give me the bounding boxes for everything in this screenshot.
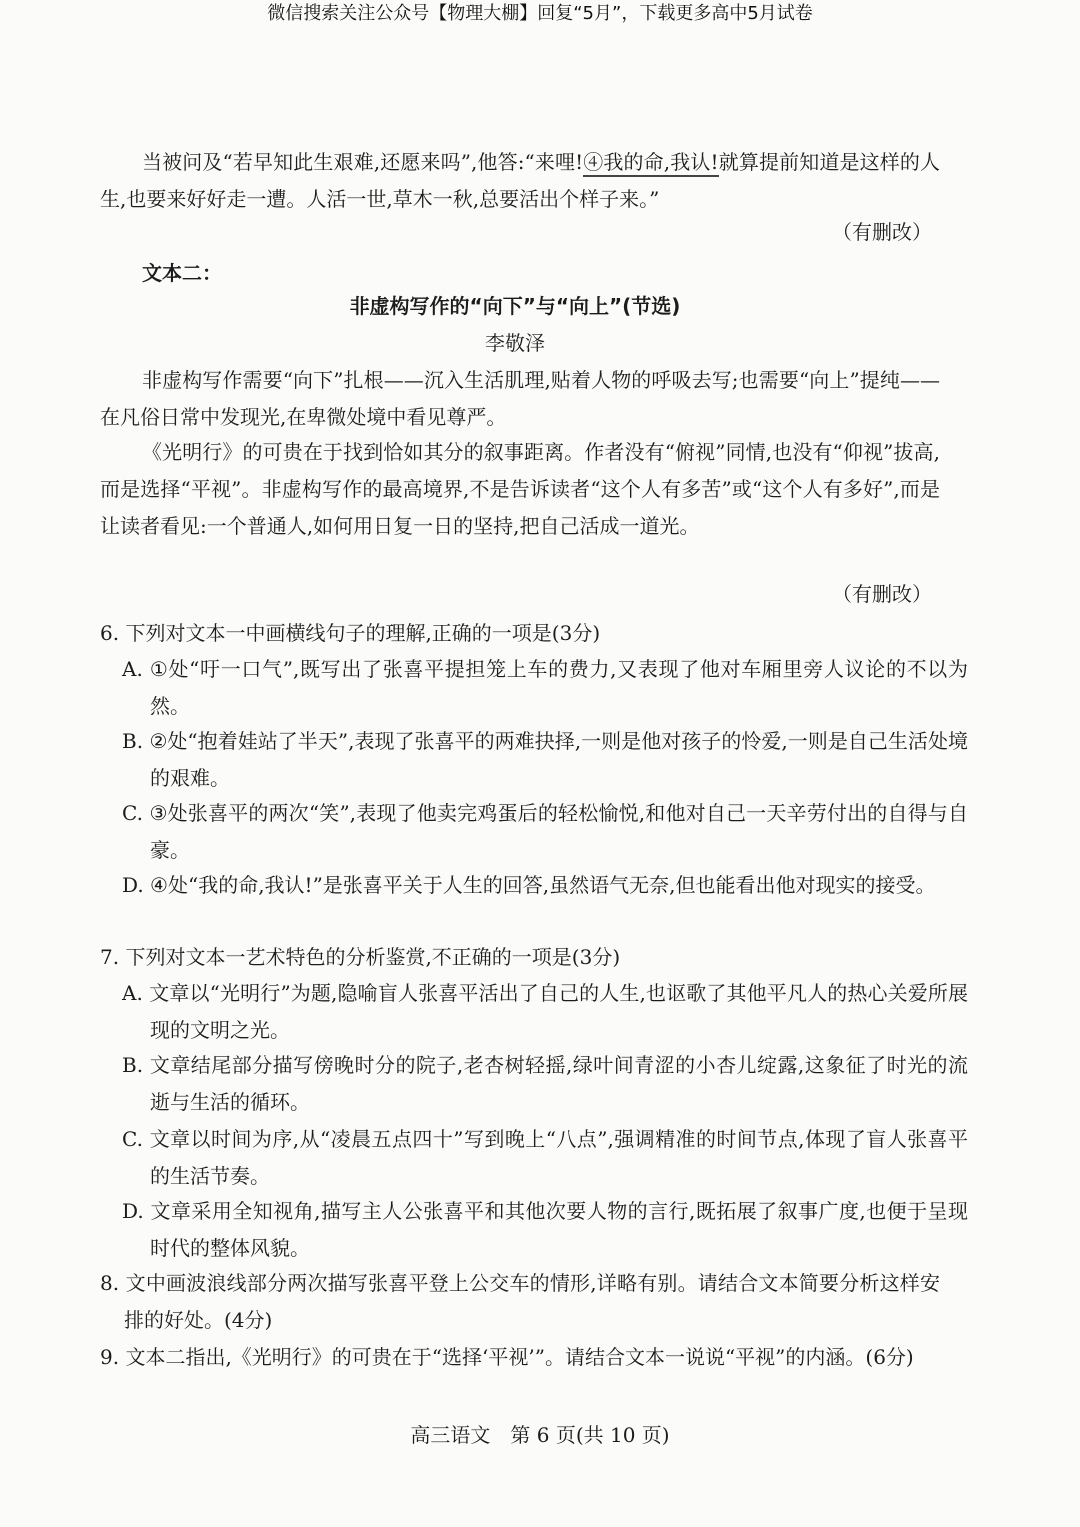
- text1-para-start: 当被问及“若早知此生艰难,还愿来吗”,他答:“来哩!: [142, 150, 584, 174]
- question-6-stem: 6. 下列对文本一中画横线句子的理解,正确的一项是(3分): [100, 621, 601, 645]
- question-8: 8. 文中画波浪线部分两次描写张喜平登上公交车的情形,详略有别。请结合文本简要分析这样安排的好处。(4分): [100, 1271, 940, 1332]
- question-7-option-b: B. 文章结尾部分描写傍晚时分的院子,老杏树轻摇,绿叶间青涩的小杏儿绽露,这象征了时光的流逝与生活的循环。: [122, 1053, 968, 1114]
- text2-title: 非虚构写作的“向下”与“向上”(节选): [349, 294, 681, 318]
- text2-paragraph-1: 非虚构写作需要“向下”扎根——沉入生活肌理,贴着人物的呼吸去写;也需要“向上”提纯——在凡俗日常中发现光,在卑微处境中看见尊严。: [100, 368, 940, 429]
- text1-para-end: 就算提前知道是这样的人生,也要来好好走一遭。人活一世,草木一秋,总要活出个样子来。”: [100, 150, 940, 211]
- question-6-option-b: B. ②处“抱着娃站了半天”,表现了张喜平的两难抉择,一则是他对孩子的怜爱,一则是自己生活处境的艰难。: [122, 729, 968, 790]
- text2-edit-note: （有删改）: [832, 582, 932, 606]
- question-6-option-d: D. ④处“我的命,我认!”是张喜平关于人生的回答,虽然语气无奈,但也能看出他对现实的接受。: [122, 873, 936, 897]
- underlined-sentence-4: ④我的命,我认!: [583, 150, 718, 177]
- text1-closing-paragraph: [100, 144, 940, 218]
- text2-paragraph-2: 《光明行》的可贵在于找到恰如其分的叙事距离。作者没有“俯视”同情,也没有“仰视”拔高,而是选择“平视”。非虚构写作的最高境界,不是告诉读者“这个人有多苦”或“这个人有多好”,而是让读者看见:一个普通人,如何用日复一日的坚持,把自己活成一道光。: [100, 440, 940, 538]
- question-6-option-a: A. ①处“吁一口气”,既写出了张喜平提担笼上车的费力,又表现了他对车厢里旁人议论的不以为然。: [122, 657, 968, 718]
- question-9: 9. 文本二指出,《光明行》的可贵在于“选择‘平视’”。请结合文本一说说“平视”的内涵。(6分): [100, 1345, 914, 1369]
- text1-edit-note: （有删改）: [832, 220, 932, 244]
- page-footer: 高三语文 第 6 页(共 10 页): [410, 1423, 670, 1447]
- top-banner: 微信搜索关注公众号【物理大棚】回复“5月”，下载更多高中5月试卷: [267, 3, 813, 24]
- question-7-option-c: C. 文章以时间为序,从“凌晨五点四十”写到晚上“八点”,强调精准的时间节点,体现了盲人张喜平的生活节奏。: [122, 1127, 968, 1188]
- question-7-option-a: A. 文章以“光明行”为题,隐喻盲人张喜平活出了自己的人生,也讴歌了其他平凡人的热心关爱所展现的文明之光。: [122, 981, 968, 1042]
- question-7-option-d: D. 文章采用全知视角,描写主人公张喜平和其他次要人物的言行,既拓展了叙事广度,也便于呈现时代的整体风貌。: [122, 1199, 968, 1260]
- text2-author: 李敬泽: [485, 331, 545, 355]
- question-6-option-c: C. ③处张喜平的两次“笑”,表现了他卖完鸡蛋后的轻松愉悦,和他对自己一天辛劳付出的自得与自豪。: [122, 801, 968, 862]
- text2-label: 文本二：: [142, 261, 222, 285]
- question-7-stem: 7. 下列对文本一艺术特色的分析鉴赏,不正确的一项是(3分): [100, 945, 621, 969]
